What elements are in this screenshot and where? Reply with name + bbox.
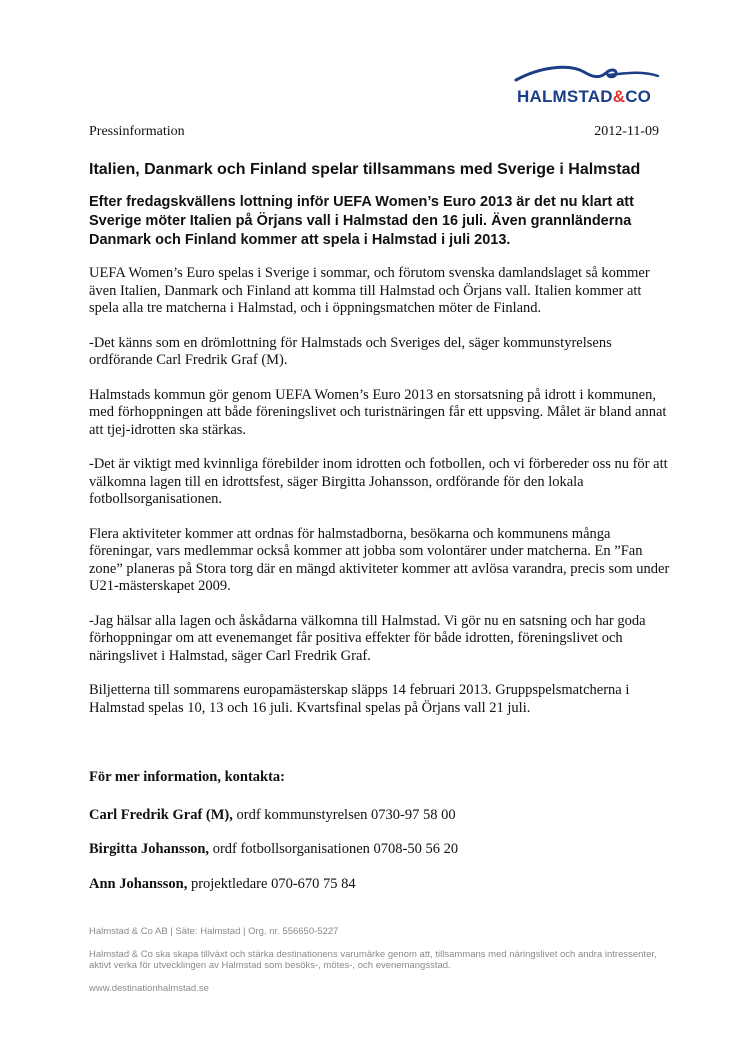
contact-name: Carl Fredrik Graf (M), — [89, 807, 233, 823]
logo-wordmark: HALMSTAD&CO — [517, 87, 652, 106]
body-paragraph: -Jag hälsar alla lagen och åskådarna välkomna till Halmstad. Vi gör nu en satsning och har goda förhoppningar om att evenemanget får positiva effekter för både idrotten, föreningslivet och näringslivet i Halmstad, säger Carl Fredrik Graf. — [89, 612, 646, 664]
body-paragraph: Halmstads kommun gör genom UEFA Women’s Euro 2013 en storsatsning på idrott i kommunen, med förhoppningen att både föreningslivet och turistnäringen får ett uppsving. Målet är bland annat att tjej-idrotten ska stärkas. — [89, 386, 667, 438]
contact-detail: projektledare 070-670 75 84 — [187, 876, 356, 892]
contact-detail: ordf fotbollsorganisationen 0708-50 56 20 — [209, 841, 459, 857]
contact-heading: För mer information, kontakta: — [89, 769, 286, 785]
footer-company-line: Halmstad & Co AB | Säte: Halmstad | Org. nr. 556650-5227 — [89, 926, 339, 937]
article-body — [89, 265, 671, 734]
document-date: 2012-11-09 — [594, 124, 659, 139]
body-paragraph: -Det känns som en drömlottning för Halmstads och Sveriges del, säger kommunstyrelsens ordförande Carl Fredrik Graf (M). — [89, 334, 612, 368]
document-meta — [89, 124, 659, 140]
contact-name: Ann Johansson, — [89, 876, 188, 892]
body-paragraph: -Det är viktigt med kvinnliga förebilder inom idrotten och fotbollen, och vi förbereder oss nu för att välkomna lagen till en idrottsfest, säger Birgitta Johansson, ordförande för den lokala fotbollsorganisationen. — [89, 456, 668, 507]
contact-section — [89, 768, 671, 892]
page-title: Italien, Danmark och Finland spelar tillsammans med Sverige i Halmstad — [89, 161, 641, 178]
lede-paragraph: Efter fredagskvällens lottning inför UEFA Women’s Euro 2013 är det nu klart att Sverige möter Italien på Örjans vall i Halmstad den 16 juli. Även grannländerna Danmark och Finland kommer att spela i Halmstad i juli 2013. — [89, 194, 634, 248]
contact-detail: ordf kommunstyrelsen 0730-97 58 00 — [232, 807, 456, 823]
page-footer — [89, 926, 659, 994]
footer-mission: Halmstad & Co ska skapa tillväxt och stärka destinationens varumärke genom att, tillsammans med näringslivet och andra intressenter, aktivt verka för utvecklingen av Halmstad som besöks-, mötes-, och evenemangsstad. — [89, 948, 657, 971]
contact-item — [89, 806, 456, 824]
contact-item — [89, 875, 356, 893]
halmstad-co-logo — [512, 60, 662, 110]
body-paragraph: UEFA Women’s Euro spelas i Sverige i sommar, och förutom svenska damlandslaget så kommer även Italien, Danmark och Finland att komma till Halmstad och Örjans vall. Italien kommer att spela alla tre matcherna i Halmstad, och i öppningsmatchen möter de Finland. — [89, 265, 650, 316]
contact-item — [89, 840, 458, 858]
body-paragraph: Biljetterna till sommarens europamästerskap släpps 14 februari 2013. Gruppspelsmatcherna i Halmstad spelas 10, 13 och 16 juli. Kvartsfinal spelas på Örjans vall 21 juli. — [89, 682, 630, 716]
document-type-label: Pressinformation — [89, 124, 185, 139]
contact-name: Birgitta Johansson, — [89, 841, 210, 857]
wave-icon — [512, 60, 662, 90]
body-paragraph: Flera aktiviteter kommer att ordnas för halmstadborna, besökarna och kommunens många föreningar, vars medlemmar också kommer att jobba som volontärer under matcherna. En ”Fan zone” planeras på Stora torg där en mängd aktiviteter kommer att avlösa varandra, precis som under U21-mästerskapet 2009. — [89, 525, 670, 594]
footer-website-link[interactable]: www.destinationhalmstad.se — [89, 982, 209, 994]
